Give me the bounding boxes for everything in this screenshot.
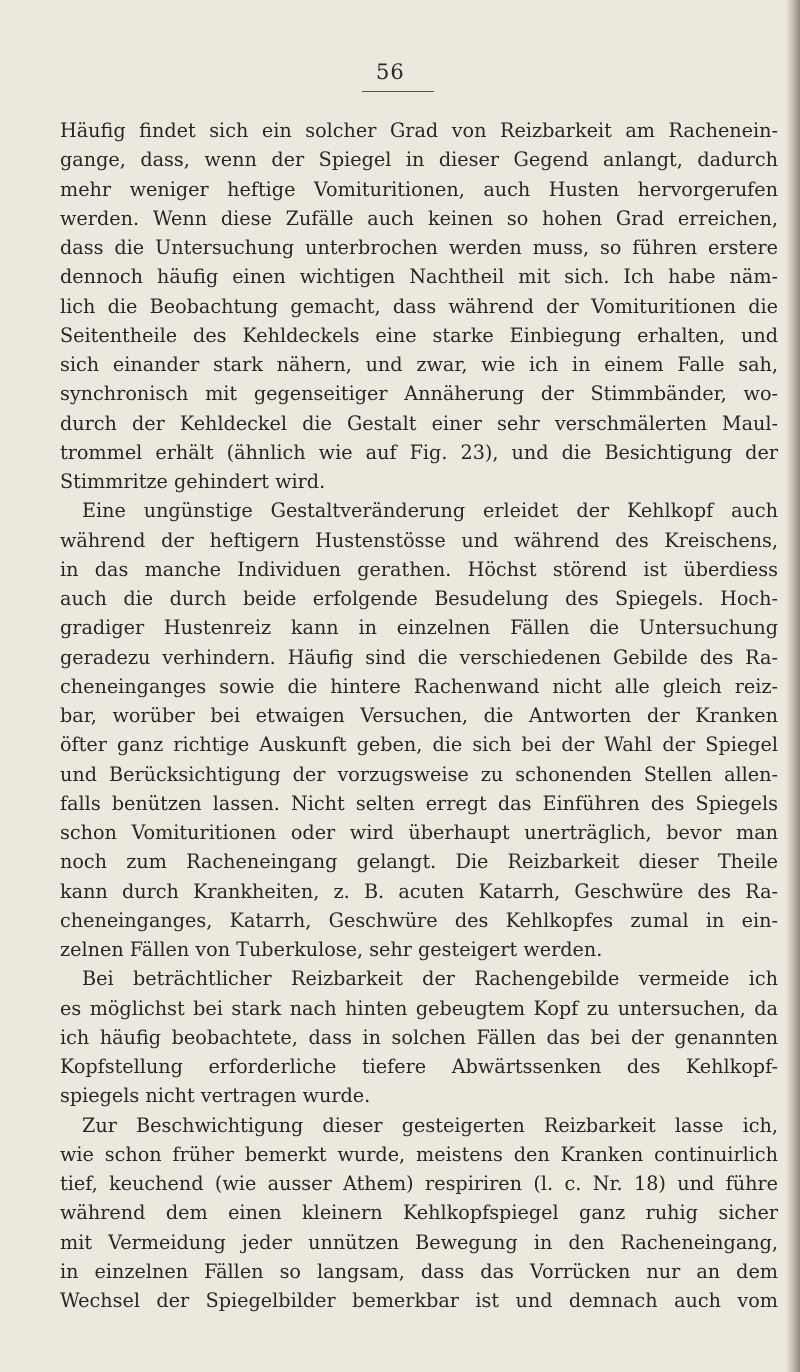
text-line: trommel erhält (ähnlich wie auf Fig. 23), und die Besichtigung der [60,440,778,464]
page-number-rule [362,91,434,92]
text-line: cheneinganges sowie die hintere Rachenwand nicht alle gleich reiz- [60,674,778,698]
text-line: Zur Beschwichtigung dieser gesteigerten Reizbarkeit lasse ich, [82,1113,778,1137]
text-line: in einzelnen Fällen so langsam, dass das Vorrücken nur an dem [60,1259,778,1283]
text-line: während dem einen kleinern Kehlkopfspiegel ganz ruhig sicher [60,1201,778,1225]
text-line: in das manche Individuen gerathen. Höchst störend ist überdiess [60,557,778,581]
text-line: Eine ungünstige Gestaltveränderung erleidet der Kehlkopf auch [82,499,778,523]
text-line: ich häufig beobachtete, dass in solchen Fällen das bei der genannten [60,1025,778,1049]
text-line: dennoch häufig einen wichtigen Nachtheil mit sich. Ich habe näm- [60,265,778,289]
text-line: schon Vomituritionen oder wird überhaupt unerträglich, bevor man [60,821,778,844]
text-line: Seitentheile des Kehldeckels eine starke Einbiegung erhalten, und [60,323,778,347]
text-line: Häufig findet sich ein solcher Grad von Reizbarkeit am Rachenein- [60,119,778,142]
page-number: 56 [376,60,405,84]
text-line: wie schon früher bemerkt wurde, meistens den Kranken continuirlich [60,1142,778,1166]
text-line: mehr weniger heftige Vomituritionen, auch Husten hervorgerufen [60,177,778,201]
text-line: öfter ganz richtige Auskunft geben, die sich bei der Wahl der Spiegel [60,733,778,757]
text-line: werden. Wenn diese Zufälle auch keinen so hohen Grad erreichen, [60,206,778,230]
text-line: mit Vermeidung jeder unnützen Bewegung in den Racheneingang, [60,1230,778,1254]
text-line: gange, dass, wenn der Spiegel in dieser Gegend anlangt, dadurch [60,148,778,172]
text-line: gradiger Hustenreiz kann in einzelnen Fällen die Untersuchung [60,616,778,640]
text-line: spiegels nicht vertragen wurde. [60,1084,371,1108]
body-text [60,116,778,1315]
text-line: während der heftigern Hustenstösse und während des Kreischens, [60,528,778,552]
text-line: und Berücksichtigung der vorzugsweise zu schonenden Stellen allen- [60,762,778,786]
text-line: durch der Kehldeckel die Gestalt einer sehr verschmälerten Maul- [60,411,778,435]
text-line: tief, keuchend (wie ausser Athem) respiriren (l. c. Nr. 18) und führe [60,1172,778,1195]
text-line: Bei beträchtlicher Reizbarkeit der Rachengebilde vermeide ich [82,967,778,991]
paragraph [60,116,778,496]
text-line: synchronisch mit gegenseitiger Annäherung der Stimmbänder, wo- [60,382,778,406]
page-edge-shadow [786,0,800,1372]
text-line: bar, worüber bei etwaigen Versuchen, die Antworten der Kranken [60,704,778,727]
text-line: dass die Untersuchung unterbrochen werden muss, so führen erstere [60,236,778,259]
text-line: noch zum Racheneingang gelangt. Die Reizbarkeit dieser Theile [60,850,778,874]
text-line: lich die Beobachtung gemacht, dass während der Vomituritionen die [60,294,778,318]
text-line: falls benützen lassen. Nicht selten erregt das Einführen des Spiegels [60,791,778,815]
text-line: zelnen Fällen von Tuberkulose, sehr gesteigert werden. [60,938,603,961]
paragraph [60,964,778,1110]
paragraph [60,1111,778,1316]
text-line: Stimmritze gehindert wird. [60,470,326,493]
text-line: sich einander stark nähern, und zwar, wie ich in einem Falle sah, [60,353,778,376]
text-line: es möglichst bei stark nach hinten gebeugtem Kopf zu untersuchen, da [60,996,778,1020]
text-line: Kopfstellung erforderliche tiefere Abwärtssenken des Kehlkopf- [60,1055,778,1078]
text-line: Wechsel der Spiegelbilder bemerkbar ist und demnach auch vom [60,1289,778,1312]
text-line: auch die durch beide erfolgende Besudelung des Spiegels. Hoch- [60,587,778,610]
text-line: kann durch Krankheiten, z. B. acuten Katarrh, Geschwüre des Ra- [60,879,778,903]
paragraph [60,496,778,964]
text-line: cheneinganges, Katarrh, Geschwüre des Kehlkopfes zumal in ein- [60,908,778,932]
text-line: geradezu verhindern. Häufig sind die verschiedenen Gebilde des Ra- [60,645,778,669]
